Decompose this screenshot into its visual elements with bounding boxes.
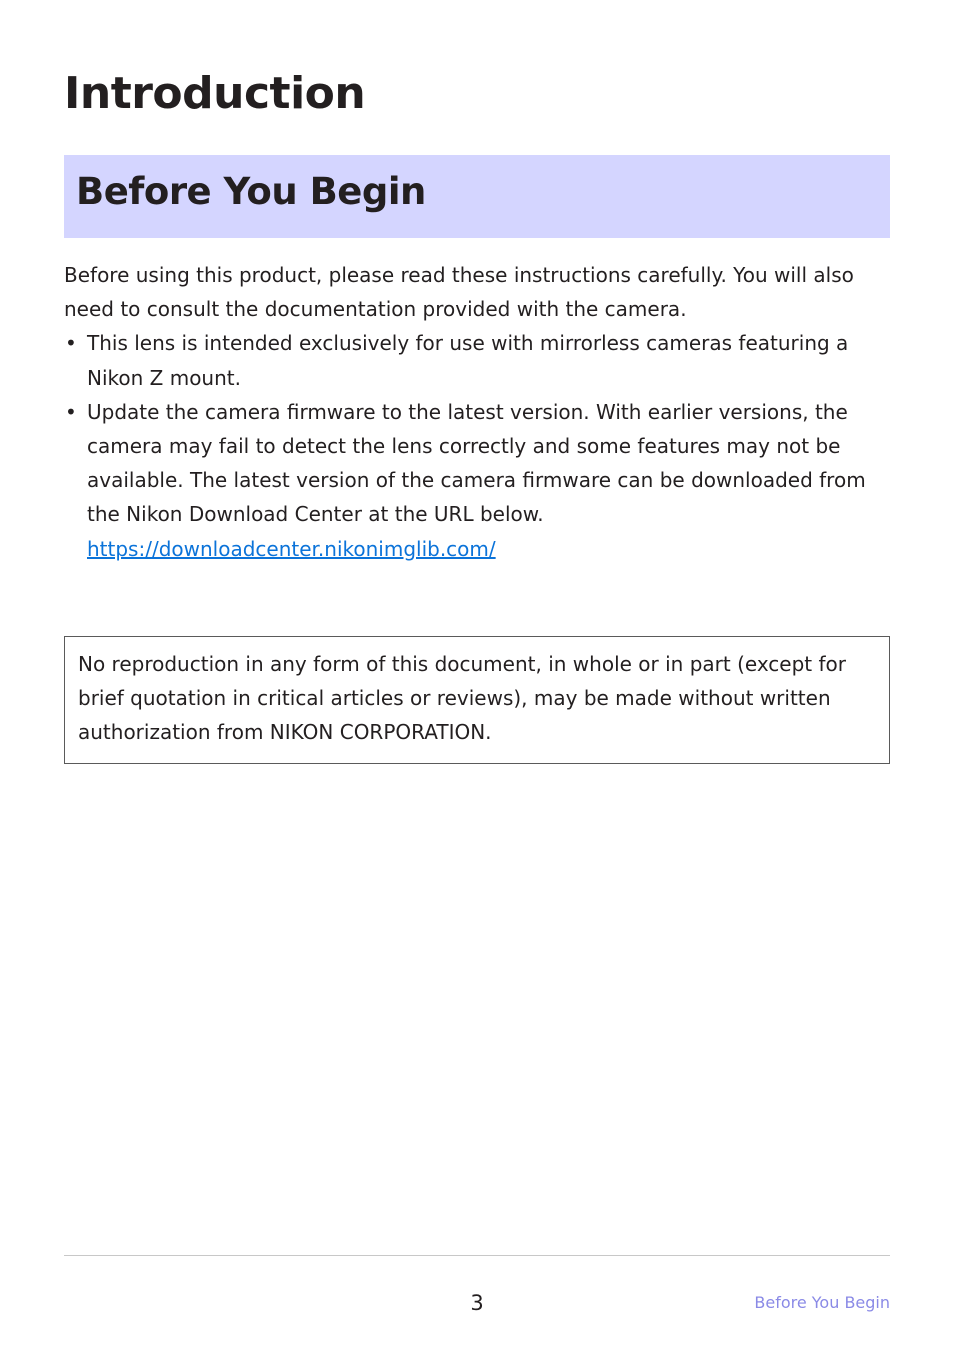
- section-title: Before You Begin: [76, 170, 426, 213]
- list-item: [64, 326, 874, 394]
- page-number: 3: [470, 1291, 484, 1315]
- footer-divider: [64, 1255, 890, 1256]
- page-title: Introduction: [64, 68, 366, 119]
- section-header-band: [64, 155, 890, 238]
- copyright-notice-text: No reproduction in any form of this document, in whole or in part (except for brief quotation in critical articles or reviews), may be made without written authorization from NIKON CORPORATION.: [78, 652, 846, 745]
- list-item-text: Update the camera firmware to the latest version. With earlier versions, the camera may fail to detect the lens correctly and some features may not be available. The latest version of the camera firmware can be downloaded from the Nikon Download Center at the URL below.: [87, 399, 866, 527]
- bullet-icon: •: [65, 399, 77, 424]
- copyright-notice-box: [64, 636, 890, 764]
- download-center-link[interactable]: https://downloadcenter.nikonimglib.com/: [87, 536, 496, 561]
- intro-paragraph: Before using this product, please read these instructions carefully. You will also need to consult the documentation provided with the camera.: [64, 263, 854, 322]
- footer-section-link[interactable]: Before You Begin: [754, 1293, 890, 1312]
- list-item: [64, 395, 874, 566]
- bullet-icon: •: [65, 331, 77, 356]
- list-item-text: This lens is intended exclusively for use with mirrorless cameras featuring a Nikon Z mount.: [87, 331, 849, 390]
- body-content: [64, 258, 874, 566]
- instruction-list: [64, 326, 874, 565]
